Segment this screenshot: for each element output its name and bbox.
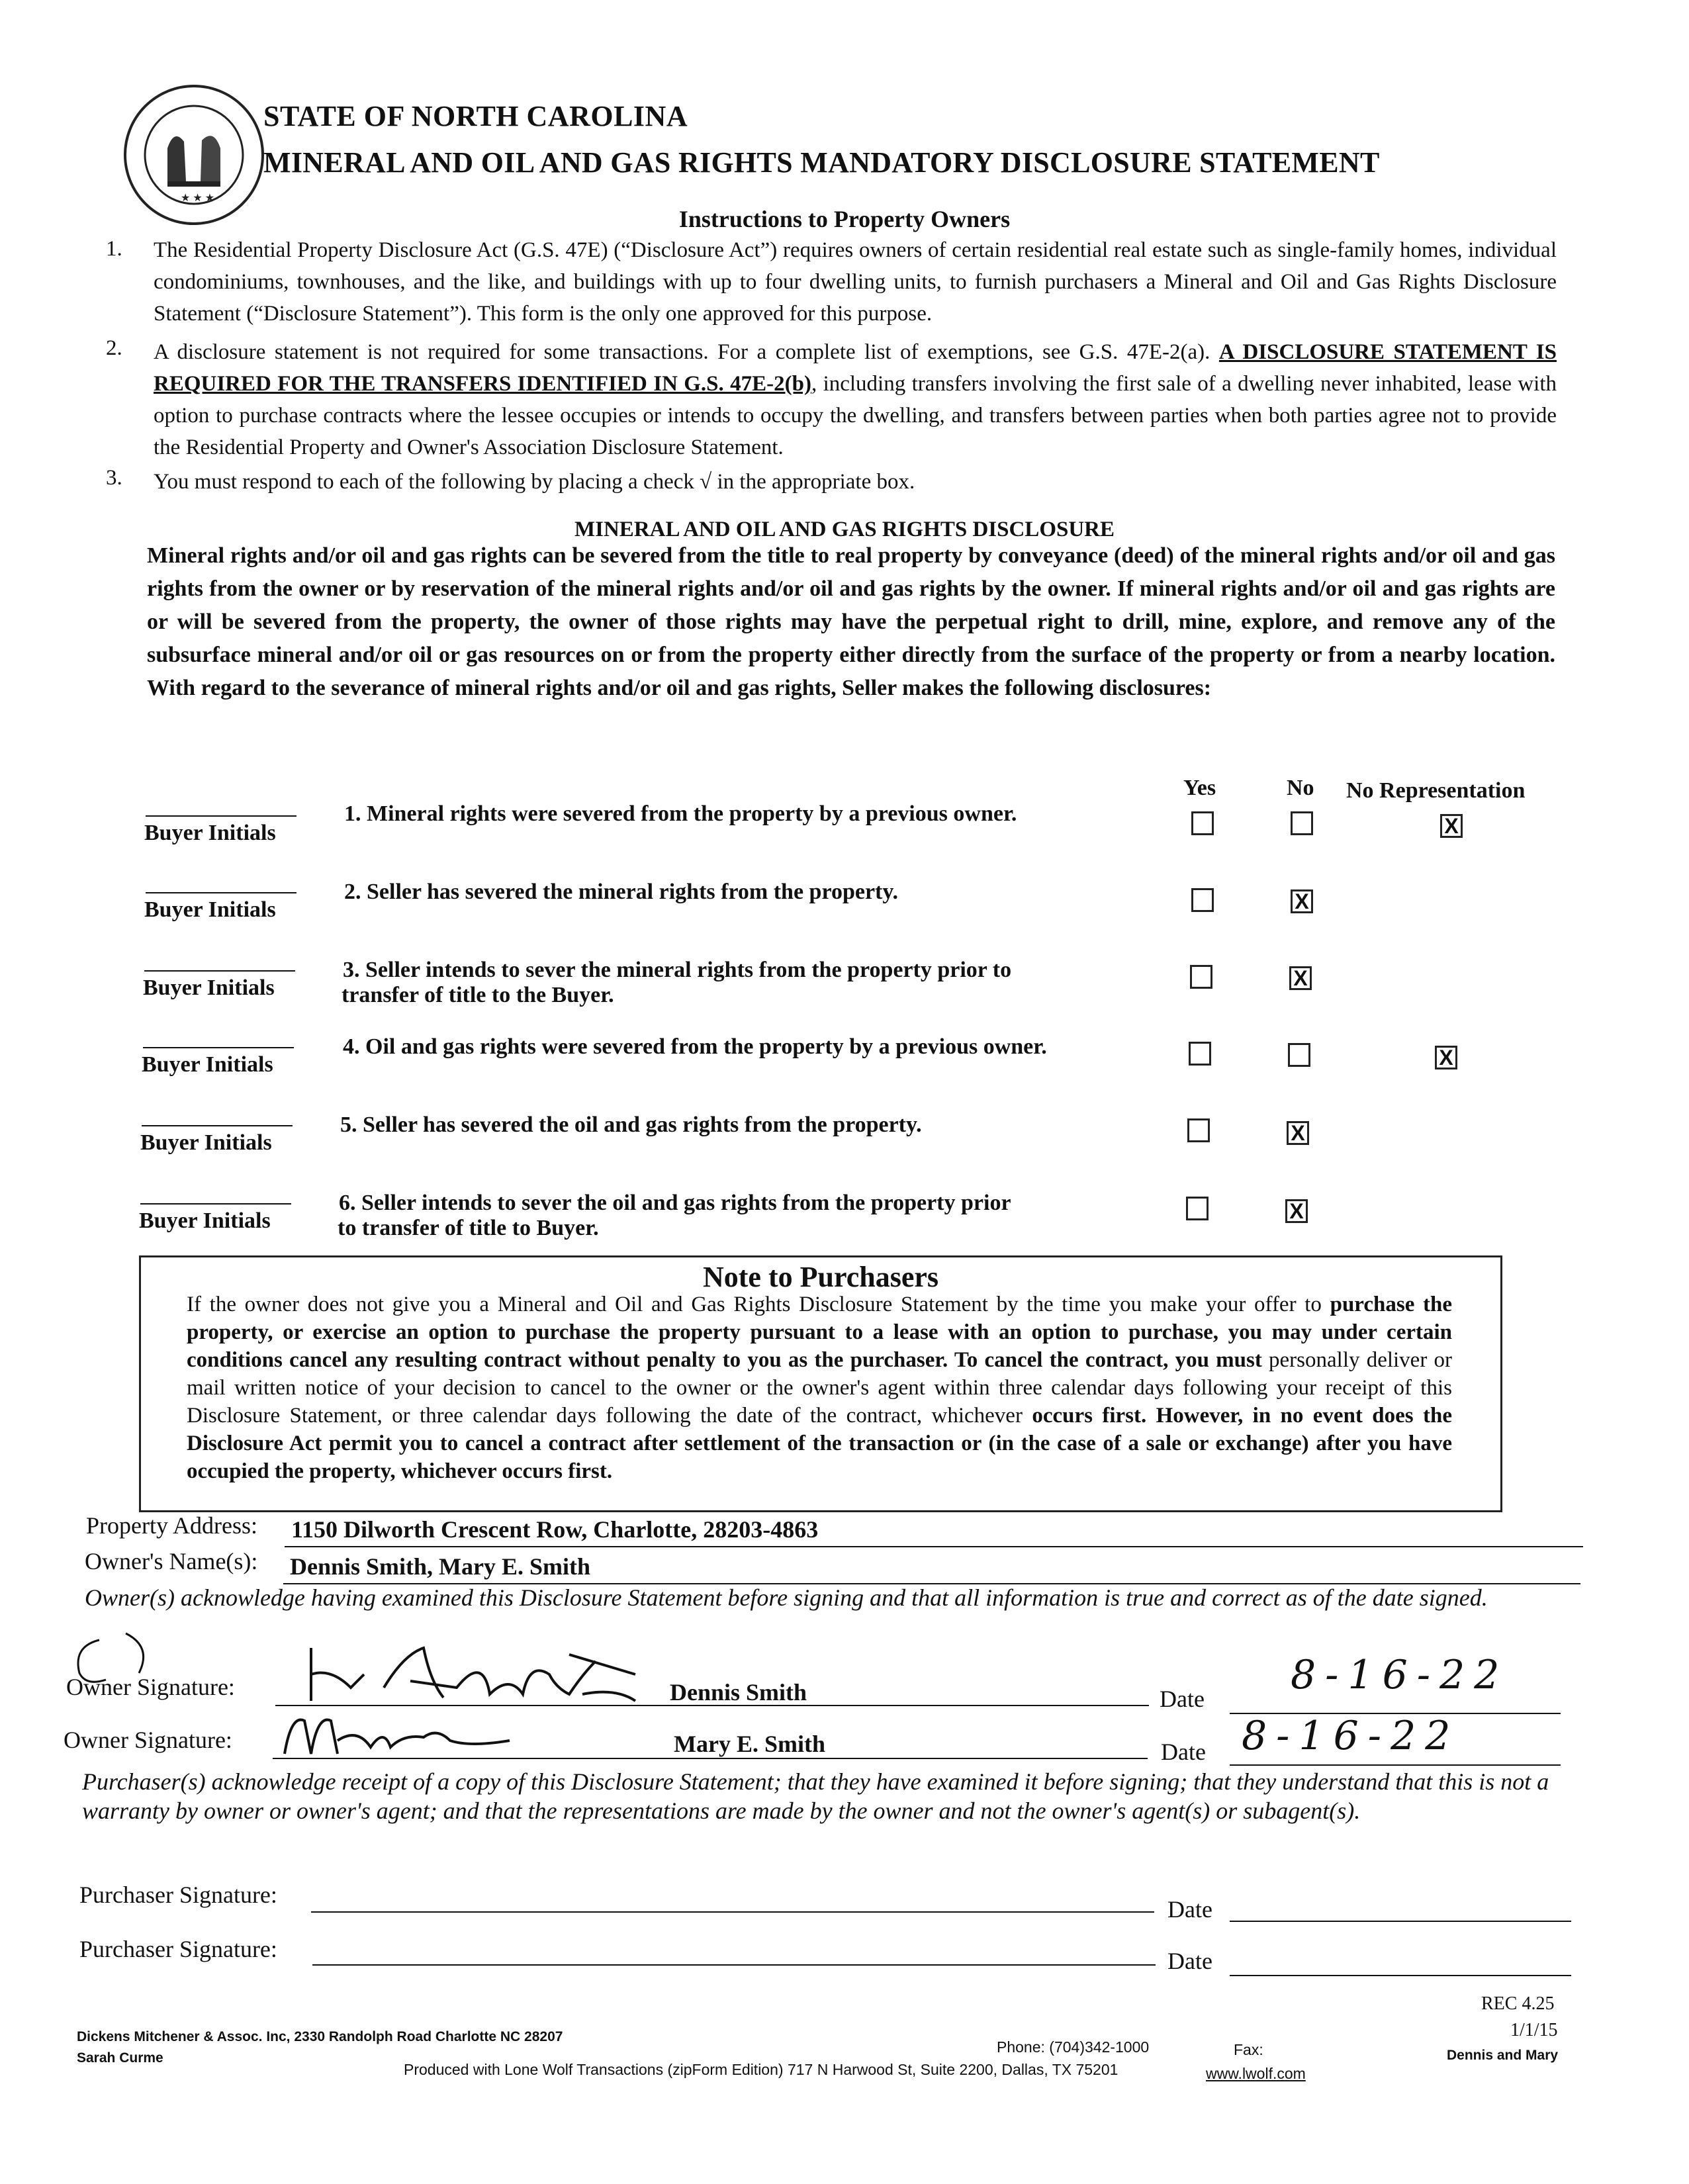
fax: Fax: xyxy=(1234,2041,1263,2058)
buyer-initials-line[interactable] xyxy=(146,891,297,893)
note-text-bold: occurs first. However, in no event does the Disclosure Act permit you to cancel a contract after settlement of the transaction or (in the case of a sale or exchange) after you have occupied the property, whichever occurs first. xyxy=(187,1404,1453,1483)
question-3-continued: transfer of title to the Buyer. xyxy=(342,983,614,1007)
buyer-initials-label: Buyer Initials xyxy=(142,1052,273,1077)
owner-printed-name: Dennis Smith xyxy=(670,1679,807,1706)
owner-date-label: Date xyxy=(1161,1739,1206,1765)
form-date: 1/1/15 xyxy=(1510,2020,1558,2040)
checkbox-q6-yes[interactable] xyxy=(1186,1197,1209,1220)
owner-acknowledgement: Owner(s) acknowledge having examined this Disclosure Statement before signing and that all information is true and correct as of the date signed. xyxy=(85,1584,1488,1611)
instruction-text: The Residential Property Disclosure Act (G.S. 47E) (“Disclosure Act”) requires owners of certain residential real estate such as single-family homes, individual condominiums, townhouses, and the like, and buildings with up to four dwelling units, to furnish purchasers a Mineral and Oil and Gas Rights Disclosure Statement (“Disclosure Statement”). This form is the only one approved for this purpose. xyxy=(154,238,1557,326)
checkbox-q2-yes[interactable] xyxy=(1191,888,1214,912)
instruction-text-part: , including transfers involving the first sale of a dwelling never inhabited, lease with option to purchase contracts where the lessee occupies or intends to occupy the dwelling, and transfers between parties when both parties agree not to provide the Residential Property and Owner's Association Disclosure Statement. xyxy=(154,372,1557,459)
instruction-text xyxy=(154,336,1557,463)
purchaser-date-label: Date xyxy=(1167,1948,1212,1974)
property-address-label: Property Address: xyxy=(86,1512,257,1539)
note-body xyxy=(187,1291,1452,1485)
instruction-text-emphasis: A DISCLOSURE STATEMENT IS REQUIRED FOR THE TRANSFERS IDENTIFIED IN G.S. 47E-2(b) xyxy=(154,340,1557,396)
buyer-initials-line[interactable] xyxy=(146,814,297,817)
buyer-initials-label: Buyer Initials xyxy=(143,976,275,1000)
agent-name: Sarah Curme xyxy=(77,2050,163,2066)
instruction-text-part: A disclosure statement is not required for some transactions. For a complete list of exemptions, see G.S. 47E-2(a). xyxy=(154,340,1210,364)
website-link[interactable]: www.lwolf.com xyxy=(1206,2065,1306,2082)
checkbox-q4-no-representation[interactable]: X xyxy=(1435,1046,1457,1069)
checkbox-q1-yes[interactable] xyxy=(1191,811,1214,835)
owner-name-value[interactable]: Dennis Smith, Mary E. Smith xyxy=(290,1553,591,1580)
purchaser-date-line[interactable] xyxy=(1230,1919,1571,1922)
buyer-initials-line[interactable] xyxy=(144,969,295,972)
buyer-initials-label: Buyer Initials xyxy=(144,821,276,845)
instruction-number: 3. xyxy=(106,466,122,490)
buyer-initials-label: Buyer Initials xyxy=(144,897,276,922)
purchaser-signature-label: Purchaser Signature: xyxy=(79,1882,277,1908)
purchaser-signature-line[interactable] xyxy=(312,1963,1156,1966)
disclosure-intro: Mineral rights and/or oil and gas rights can be severed from the title to real property by conveyance (deed) of the mineral rights and/or oil and gas rights from the owner or by reservation of the mineral rights and/or oil and gas rights by the owner. If mineral rights and/or oil and gas rights are or will be severed from the property, the owner of those rights may have the perpetual right to drill, mine, explore, and remove any of the subsurface mineral and/or oil or gas resources on or from the property either directly from the surface of the property or from a nearby location. With regard to the severance of mineral rights and/or oil and gas rights, Seller makes the following disclosures: xyxy=(147,543,1555,700)
purchaser-date-line[interactable] xyxy=(1230,1974,1571,1976)
buyer-initials-label: Buyer Initials xyxy=(139,1208,271,1233)
owner-date-handwritten: 8-16-22 xyxy=(1291,1652,1509,1698)
initials-mark xyxy=(60,1627,165,1700)
owner-date-label: Date xyxy=(1160,1686,1205,1712)
buyer-initials-line[interactable] xyxy=(140,1202,291,1205)
checkbox-q4-yes[interactable] xyxy=(1189,1042,1211,1066)
checkbox-q4-no[interactable] xyxy=(1288,1043,1310,1067)
checkbox-q5-no[interactable]: X xyxy=(1287,1121,1309,1145)
question-5: 5. Seller has severed the oil and gas rights from the property. xyxy=(340,1113,922,1137)
note-heading: Note to Purchasers xyxy=(703,1261,938,1293)
checkbox-q3-yes[interactable] xyxy=(1190,965,1212,989)
form-title: MINERAL AND OIL AND GAS RIGHTS MANDATORY DISCLOSURE STATEMENT xyxy=(263,146,1380,179)
instructions-heading: Instructions to Property Owners xyxy=(678,206,1011,232)
buyer-initials-label: Buyer Initials xyxy=(140,1130,272,1155)
owner-signature-label: Owner Signature: xyxy=(64,1727,232,1753)
note-text: personally deliver or mail written notice of your decision to cancel to the owner or the owner's agent within three calendar days following your receipt of this Disclosure Statement, or three calendar days following the date of the contract, whichever xyxy=(187,1348,1453,1428)
checkbox-q6-no[interactable]: X xyxy=(1285,1199,1308,1223)
owner-signature-label: Owner Signature: xyxy=(66,1674,235,1700)
property-address-value[interactable]: 1150 Dilworth Crescent Row, Charlotte, 28203-4863 xyxy=(291,1516,819,1543)
note-text: If the owner does not give you a Mineral and Oil and Gas Rights Disclosure Statement by the time you make your offer to xyxy=(187,1293,1322,1316)
column-no-representation: No Representation xyxy=(1346,778,1526,803)
disclosure-heading: MINERAL AND OIL AND GAS RIGHTS DISCLOSURE xyxy=(574,518,1115,541)
owner-date-line[interactable] xyxy=(1230,1763,1561,1766)
instruction-number: 2. xyxy=(106,336,122,360)
buyer-initials-line[interactable] xyxy=(142,1124,293,1126)
question-4: 4. Oil and gas rights were severed from the property by a previous owner. xyxy=(343,1034,1047,1059)
purchaser-date-label: Date xyxy=(1167,1896,1212,1923)
instruction-text: You must respond to each of the following by placing a check √ in the appropriate box. xyxy=(154,470,915,494)
column-yes: Yes xyxy=(1183,776,1216,800)
form-title-state: STATE OF NORTH CAROLINA xyxy=(263,100,688,132)
produced-by: Produced with Lone Wolf Transactions (zipForm Edition) 717 N Harwood St, Suite 2200, Dallas, TX 75201 xyxy=(404,2061,1118,2078)
purchaser-signature-label: Purchaser Signature: xyxy=(79,1936,277,1962)
svg-text:★ ★ ★: ★ ★ ★ xyxy=(181,193,215,204)
owner-signature-image xyxy=(271,1701,549,1767)
owner-date-handwritten: 8-16-22 xyxy=(1242,1713,1460,1759)
checkbox-q1-no[interactable] xyxy=(1291,811,1313,835)
purchaser-signature-line[interactable] xyxy=(311,1910,1154,1913)
owner-printed-name: Mary E. Smith xyxy=(674,1731,825,1757)
note-text-bold: purchase the property, or exercise an option to purchase the property pursuant to a lease with an option to purchase, you may under certain conditions cancel any resulting contract without penalty to you as the purchaser. To cancel the contract, you must xyxy=(187,1293,1452,1372)
question-6-continued: to transfer of title to Buyer. xyxy=(338,1216,599,1240)
question-2: 2. Seller has severed the mineral rights from the property. xyxy=(344,880,898,904)
checkbox-q2-no[interactable]: X xyxy=(1291,889,1313,913)
form-number: REC 4.25 xyxy=(1481,1993,1555,2014)
buyer-initials-line[interactable] xyxy=(143,1046,294,1048)
purchaser-acknowledgement: Purchaser(s) acknowledge receipt of a copy of this Disclosure Statement; that they have examined it before signing; that they understand that this is not a warranty by owner or owner's agent; and that the representations are made by the owner and not the owner's agent(s) or subagent(s). xyxy=(82,1768,1549,1824)
checkbox-q3-no[interactable]: X xyxy=(1289,966,1312,990)
file-name: Dennis and Mary xyxy=(1447,2048,1559,2063)
phone: Phone: (704)342-1000 xyxy=(997,2038,1150,2056)
checkbox-q5-yes[interactable] xyxy=(1187,1118,1210,1142)
question-1: 1. Mineral rights were severed from the property by a previous owner. xyxy=(344,801,1017,826)
question-3: 3. Seller intends to sever the mineral rights from the property prior to xyxy=(343,958,1012,982)
property-address-line xyxy=(285,1545,1583,1547)
owner-name-label: Owner's Name(s): xyxy=(85,1548,258,1574)
checkbox-q1-no-representation[interactable]: X xyxy=(1440,814,1463,838)
instruction-number: 1. xyxy=(106,237,122,261)
question-6: 6. Seller intends to sever the oil and gas rights from the property prior xyxy=(339,1191,1011,1215)
company-info: Dickens Mitchener & Assoc. Inc, 2330 Randolph Road Charlotte NC 28207 xyxy=(77,2029,563,2044)
column-no: No xyxy=(1287,776,1314,800)
